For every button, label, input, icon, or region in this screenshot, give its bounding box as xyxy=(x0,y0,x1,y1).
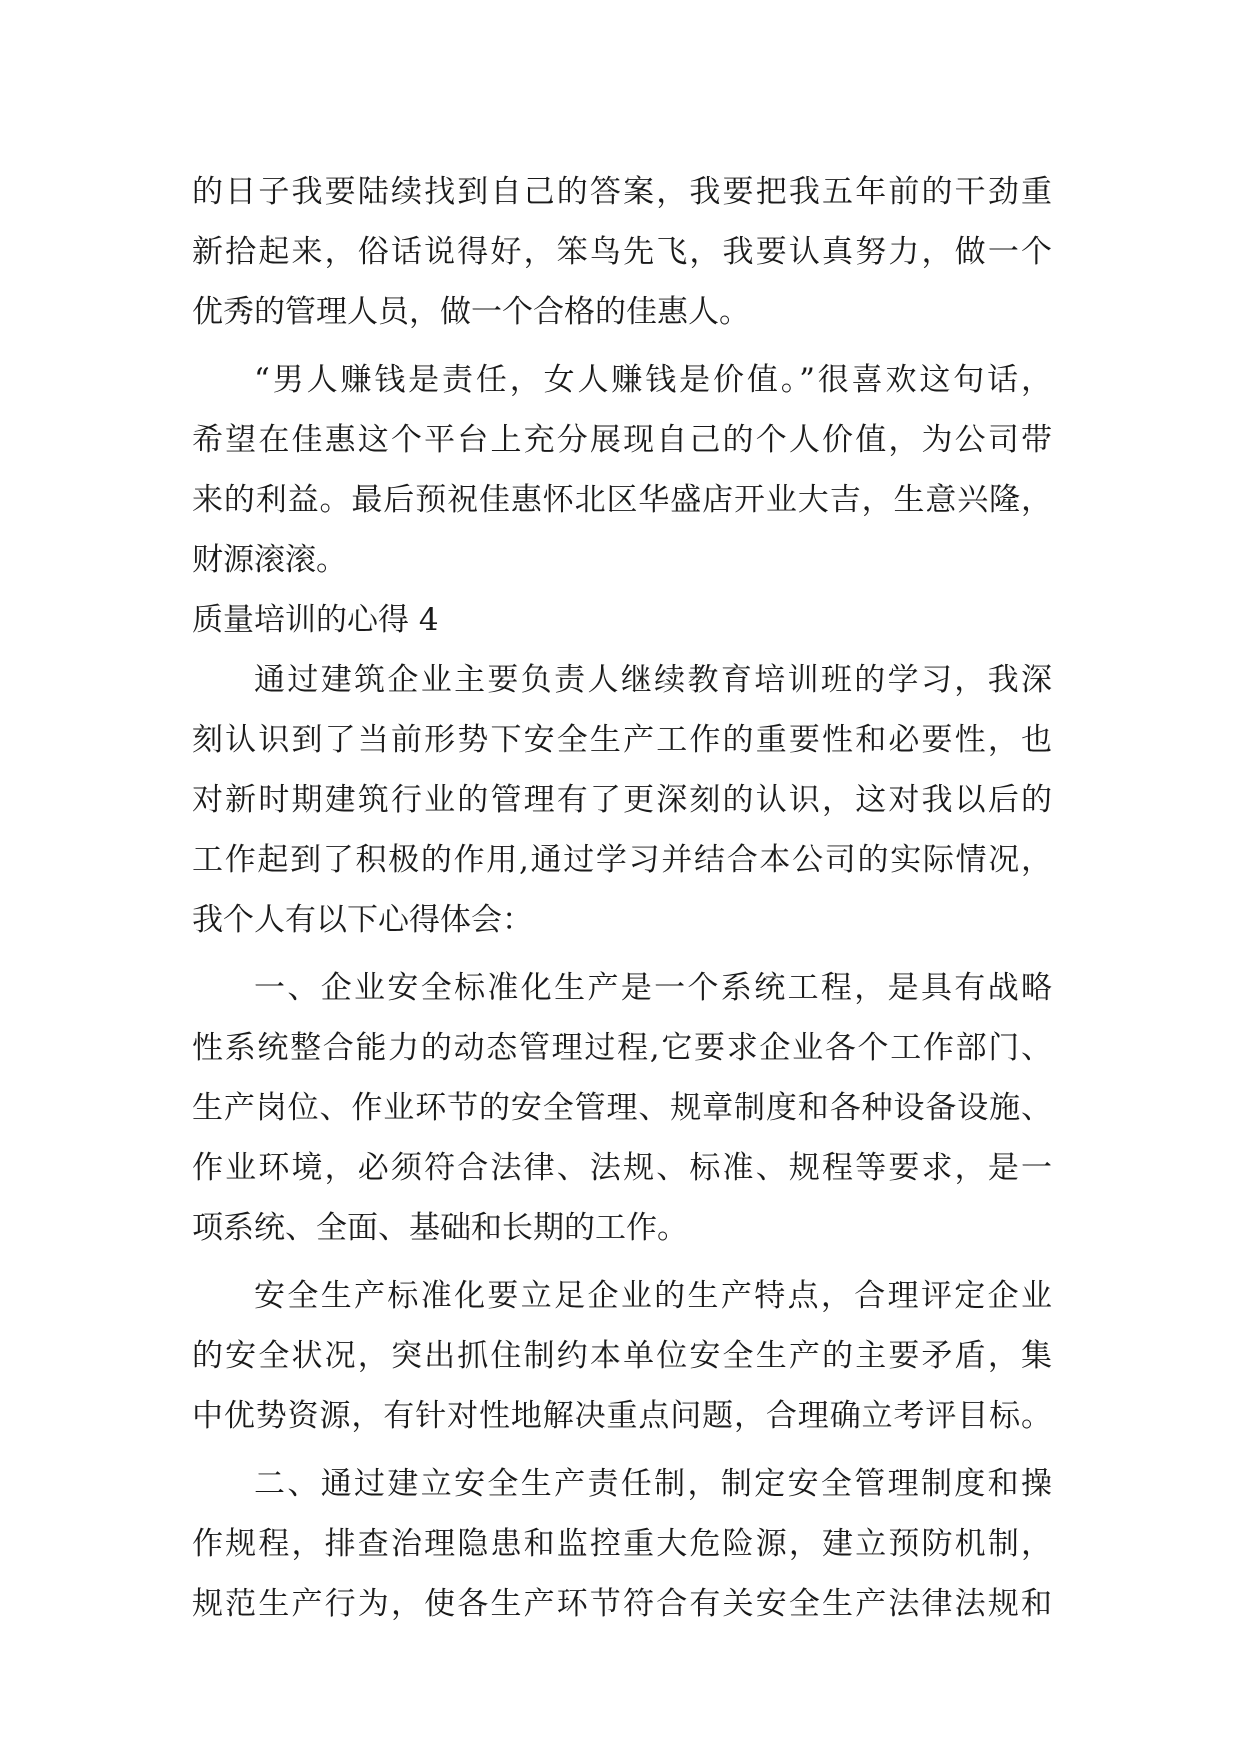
paragraph xyxy=(192,350,1052,590)
paragraph xyxy=(192,650,1052,950)
text-line: 我个人有以下心得体会： xyxy=(192,902,533,938)
text-line: 对新时期建筑行业的管理有了更深刻的认识，这对我以后的 xyxy=(192,782,1052,818)
text-line: 刻认识到了当前形势下安全生产工作的重要性和必要性，也 xyxy=(192,722,1052,758)
text-line: 性系统整合能力的动态管理过程,它要求企业各个工作部门、 xyxy=(192,1030,1052,1066)
section-heading xyxy=(192,590,1052,650)
text-line: 工作起到了积极的作用,通过学习并结合本公司的实际情况， xyxy=(192,842,1052,878)
paragraph xyxy=(192,1454,1052,1634)
text-line: 作规程，排查治理隐患和监控重大危险源，建立预防机制， xyxy=(192,1526,1052,1562)
text-line: 中优势资源，有针对性地解决重点问题，合理确立考评目标。 xyxy=(192,1398,1052,1434)
paragraph xyxy=(192,162,1052,342)
text-line: 安全生产标准化要立足企业的生产特点，合理评定企业 xyxy=(254,1278,1052,1314)
text-line: 生产岗位、作业环节的安全管理、规章制度和各种设备设施、 xyxy=(192,1090,1052,1126)
text-line: 项系统、全面、基础和长期的工作。 xyxy=(192,1210,688,1246)
text-line: 二、通过建立安全生产责任制，制定安全管理制度和操 xyxy=(254,1466,1052,1502)
text-line: 新拾起来，俗话说得好，笨鸟先飞，我要认真努力，做一个 xyxy=(192,234,1052,270)
text-line: 的安全状况，突出抓住制约本单位安全生产的主要矛盾，集 xyxy=(192,1338,1052,1374)
paragraph xyxy=(192,1266,1052,1446)
text-line: 来的利益。最后预祝佳惠怀北区华盛店开业大吉，生意兴隆， xyxy=(192,482,1052,518)
text-line: 优秀的管理人员，做一个合格的佳惠人。 xyxy=(192,294,750,330)
text-line: 希望在佳惠这个平台上充分展现自己的个人价值，为公司带 xyxy=(192,422,1052,458)
document-body xyxy=(192,162,1052,1634)
heading-text: 质量培训的心得 4 xyxy=(192,602,439,638)
text-line: 规范生产行为，使各生产环节符合有关安全生产法律法规和 xyxy=(192,1586,1052,1622)
text-line: 作业环境，必须符合法律、法规、标准、规程等要求，是一 xyxy=(192,1150,1052,1186)
text-line: 通过建筑企业主要负责人继续教育培训班的学习，我深 xyxy=(254,662,1052,698)
paragraph xyxy=(192,958,1052,1258)
text-line: 财源滚滚。 xyxy=(192,542,347,578)
text-line: 的日子我要陆续找到自己的答案，我要把我五年前的干劲重 xyxy=(192,174,1052,210)
text-line: 一、企业安全标准化生产是一个系统工程，是具有战略 xyxy=(254,970,1052,1006)
text-line: “男人赚钱是责任，女人赚钱是价值。”很喜欢这句话， xyxy=(254,362,1052,398)
